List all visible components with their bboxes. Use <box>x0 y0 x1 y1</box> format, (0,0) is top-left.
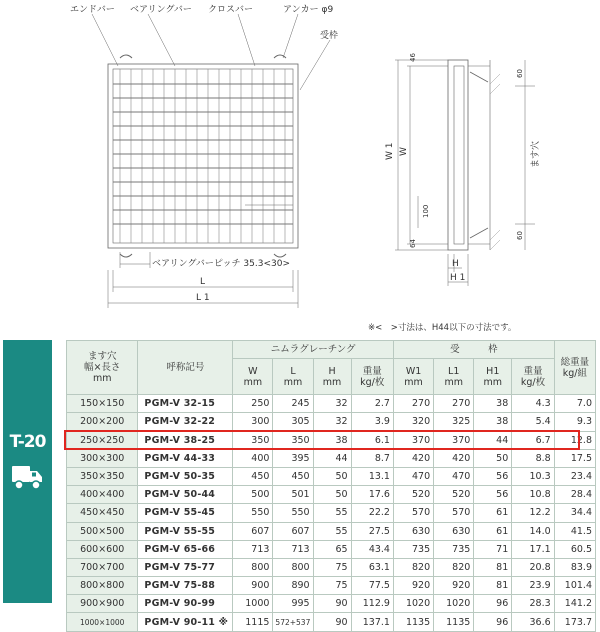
truck-icon <box>10 462 44 492</box>
cell-h1: 61 <box>474 522 512 540</box>
header-grating-group: ニムラグレーチング <box>233 341 394 359</box>
cell-w: 350 <box>233 431 273 449</box>
load-class-tab <box>3 340 52 603</box>
cell-w1: 630 <box>393 522 433 540</box>
cell-model: PGM-V 65-66 <box>138 540 233 558</box>
cell-size: 250×250 <box>67 431 138 449</box>
section-frame <box>448 60 468 250</box>
cell-l: 450 <box>273 467 313 485</box>
cell-w: 1115 <box>233 613 273 631</box>
table-row <box>67 595 596 613</box>
cell-model: PGM-V 44-33 <box>138 449 233 467</box>
cell-w: 400 <box>233 449 273 467</box>
cell-w1: 735 <box>393 540 433 558</box>
header-h: H mm <box>313 359 351 395</box>
header-l1: L1 mm <box>434 359 474 395</box>
cell-total: 7.0 <box>554 395 595 413</box>
cell-l1: 735 <box>434 540 474 558</box>
cell-l: 890 <box>273 577 313 595</box>
table-row <box>67 413 596 431</box>
dim-46-label: 46 <box>409 53 417 62</box>
dim-64-label: 64 <box>409 239 417 248</box>
cell-w: 500 <box>233 486 273 504</box>
cell-h: 50 <box>313 467 351 485</box>
h-label: H <box>452 259 459 269</box>
table-row <box>67 558 596 576</box>
cell-l1: 370 <box>434 431 474 449</box>
cell-h1: 38 <box>474 413 512 431</box>
cell-size: 600×600 <box>67 540 138 558</box>
cell-h: 55 <box>313 504 351 522</box>
cell-fwt: 10.3 <box>512 467 554 485</box>
cell-fwt: 23.9 <box>512 577 554 595</box>
cell-total: 23.4 <box>554 467 595 485</box>
cell-h1: 56 <box>474 486 512 504</box>
cell-l1: 325 <box>434 413 474 431</box>
header-weight: 重量 kg/枚 <box>351 359 393 395</box>
cell-l: 607 <box>273 522 313 540</box>
cell-h1: 96 <box>474 613 512 631</box>
cell-w1: 920 <box>393 577 433 595</box>
cell-l1: 630 <box>434 522 474 540</box>
cell-total: 17.5 <box>554 449 595 467</box>
cell-w1: 270 <box>393 395 433 413</box>
cell-l1: 920 <box>434 577 474 595</box>
cell-size: 450×450 <box>67 504 138 522</box>
cell-w1: 470 <box>393 467 433 485</box>
cell-fwt: 4.3 <box>512 395 554 413</box>
header-masu: ます穴 幅×長さ mm <box>67 341 138 395</box>
cell-h1: 71 <box>474 540 512 558</box>
cell-w: 550 <box>233 504 273 522</box>
table-row <box>67 504 596 522</box>
cell-size: 900×900 <box>67 595 138 613</box>
pitch-label: ベアリングバーピッチ 35.3<30> <box>152 259 290 269</box>
cell-size: 350×350 <box>67 467 138 485</box>
cell-l: 550 <box>273 504 313 522</box>
cell-model: PGM-V 50-35 <box>138 467 233 485</box>
header-l: L mm <box>273 359 313 395</box>
cell-wt: 2.7 <box>351 395 393 413</box>
cell-model: PGM-V 75-88 <box>138 577 233 595</box>
header-frame-group: 受 枠 <box>393 341 554 359</box>
cell-model: PGM-V 75-77 <box>138 558 233 576</box>
cell-total: 60.5 <box>554 540 595 558</box>
cell-w1: 370 <box>393 431 433 449</box>
cell-h1: 96 <box>474 595 512 613</box>
masuana-label: ます穴 <box>531 140 541 168</box>
cell-l: 245 <box>273 395 313 413</box>
cell-h: 75 <box>313 577 351 595</box>
cell-total: 141.2 <box>554 595 595 613</box>
cell-h: 32 <box>313 395 351 413</box>
table-row <box>67 449 596 467</box>
cell-total: 83.9 <box>554 558 595 576</box>
cell-l: 350 <box>273 431 313 449</box>
bearing-bar-label: ベアリングバー <box>130 5 192 15</box>
cell-size: 150×150 <box>67 395 138 413</box>
l-label: L <box>200 277 206 287</box>
cell-fwt: 17.1 <box>512 540 554 558</box>
cell-h: 55 <box>313 522 351 540</box>
cell-h1: 50 <box>474 449 512 467</box>
cell-wt: 63.1 <box>351 558 393 576</box>
cross-bar-label: クロスバー <box>208 5 254 15</box>
cell-w: 450 <box>233 467 273 485</box>
cell-l: 572+537 <box>273 613 313 631</box>
dim-60-top-label: 60 <box>516 69 524 78</box>
load-class-code: T-20 <box>9 432 46 452</box>
cell-h1: 81 <box>474 558 512 576</box>
table-row <box>67 395 596 413</box>
cell-model: PGM-V 32-22 <box>138 413 233 431</box>
cell-l1: 470 <box>434 467 474 485</box>
cell-l: 995 <box>273 595 313 613</box>
cell-h: 75 <box>313 558 351 576</box>
frame-label: 受枠 <box>320 31 339 41</box>
cell-wt: 22.2 <box>351 504 393 522</box>
cell-w: 300 <box>233 413 273 431</box>
cell-model: PGM-V 90-11 ※ <box>138 613 233 631</box>
cell-h: 44 <box>313 449 351 467</box>
cell-model: PGM-V 55-45 <box>138 504 233 522</box>
cell-fwt: 6.7 <box>512 431 554 449</box>
header-total: 総重量 kg/組 <box>554 341 595 395</box>
cell-h1: 56 <box>474 467 512 485</box>
cell-wt: 6.1 <box>351 431 393 449</box>
header-h1: H1 mm <box>474 359 512 395</box>
cell-total: 173.7 <box>554 613 595 631</box>
cell-wt: 3.9 <box>351 413 393 431</box>
cell-l1: 1135 <box>434 613 474 631</box>
cell-h1: 44 <box>474 431 512 449</box>
end-bar-label: エンドバー <box>70 5 115 15</box>
cell-wt: 112.9 <box>351 595 393 613</box>
cell-w1: 420 <box>393 449 433 467</box>
cell-l1: 420 <box>434 449 474 467</box>
cell-wt: 137.1 <box>351 613 393 631</box>
header-frame-weight: 重量 kg/枚 <box>512 359 554 395</box>
cell-h: 65 <box>313 540 351 558</box>
cell-wt: 77.5 <box>351 577 393 595</box>
header-model: 呼称記号 <box>138 341 233 395</box>
spec-table <box>66 340 596 632</box>
grating-frame-outer <box>108 64 298 248</box>
cell-w1: 520 <box>393 486 433 504</box>
cell-wt: 13.1 <box>351 467 393 485</box>
cell-l1: 820 <box>434 558 474 576</box>
cell-l: 395 <box>273 449 313 467</box>
cell-size: 200×200 <box>67 413 138 431</box>
table-row <box>67 613 596 631</box>
anchor-label: アンカー φ9 <box>283 5 334 15</box>
table-row <box>67 486 596 504</box>
cell-h: 90 <box>313 595 351 613</box>
cell-size: 1000×1000 <box>67 613 138 631</box>
cell-h1: 61 <box>474 504 512 522</box>
cell-l1: 1020 <box>434 595 474 613</box>
cell-model: PGM-V 50-44 <box>138 486 233 504</box>
cell-fwt: 36.6 <box>512 613 554 631</box>
cell-model: PGM-V 38-25 <box>138 431 233 449</box>
cell-fwt: 10.8 <box>512 486 554 504</box>
table-row <box>67 540 596 558</box>
cell-model: PGM-V 32-15 <box>138 395 233 413</box>
anchor-tab <box>120 55 286 257</box>
bearing-bars <box>120 69 285 243</box>
cell-size: 700×700 <box>67 558 138 576</box>
cross-bars <box>113 84 293 224</box>
cell-wt: 43.4 <box>351 540 393 558</box>
cell-l1: 570 <box>434 504 474 522</box>
cell-w1: 570 <box>393 504 433 522</box>
cell-fwt: 28.3 <box>512 595 554 613</box>
dim-100-label: 100 <box>422 204 430 218</box>
cell-total: 9.3 <box>554 413 595 431</box>
cell-h: 38 <box>313 431 351 449</box>
table-row <box>67 467 596 485</box>
cell-h: 50 <box>313 486 351 504</box>
table-row <box>67 431 596 449</box>
cell-fwt: 5.4 <box>512 413 554 431</box>
dimension-note: ※< >寸法は、H44以下の寸法です。 <box>368 323 517 333</box>
grating-frame-inner <box>113 69 293 243</box>
dim-60-bottom-label: 60 <box>516 231 524 240</box>
cell-fwt: 20.8 <box>512 558 554 576</box>
cell-total: 28.4 <box>554 486 595 504</box>
cell-w: 800 <box>233 558 273 576</box>
cell-size: 300×300 <box>67 449 138 467</box>
cell-l: 713 <box>273 540 313 558</box>
cell-fwt: 8.8 <box>512 449 554 467</box>
header-w1: W1 mm <box>393 359 433 395</box>
cell-w1: 820 <box>393 558 433 576</box>
w1-label: W 1 <box>385 142 395 160</box>
cell-fwt: 14.0 <box>512 522 554 540</box>
cell-l: 305 <box>273 413 313 431</box>
cell-l: 501 <box>273 486 313 504</box>
cell-total: 101.4 <box>554 577 595 595</box>
cell-l1: 520 <box>434 486 474 504</box>
cell-model: PGM-V 90-99 <box>138 595 233 613</box>
header-w: W mm <box>233 359 273 395</box>
cell-l1: 270 <box>434 395 474 413</box>
cell-w1: 320 <box>393 413 433 431</box>
anchor-section <box>470 72 488 238</box>
cell-w: 713 <box>233 540 273 558</box>
table-row <box>67 522 596 540</box>
cell-wt: 27.5 <box>351 522 393 540</box>
cell-w1: 1020 <box>393 595 433 613</box>
cell-h: 90 <box>313 613 351 631</box>
cell-model: PGM-V 55-55 <box>138 522 233 540</box>
cell-h1: 81 <box>474 577 512 595</box>
cell-w: 900 <box>233 577 273 595</box>
cell-total: 12.8 <box>554 431 595 449</box>
l1-label: L 1 <box>196 293 210 303</box>
cell-wt: 8.7 <box>351 449 393 467</box>
table-row <box>67 577 596 595</box>
cell-w: 1000 <box>233 595 273 613</box>
cell-size: 500×500 <box>67 522 138 540</box>
cell-w1: 1135 <box>393 613 433 631</box>
cell-l: 800 <box>273 558 313 576</box>
cell-total: 34.4 <box>554 504 595 522</box>
h1-label: H 1 <box>450 273 466 283</box>
cell-w: 607 <box>233 522 273 540</box>
cell-h: 32 <box>313 413 351 431</box>
cell-wt: 17.6 <box>351 486 393 504</box>
w-label: W <box>399 147 409 156</box>
cell-size: 400×400 <box>67 486 138 504</box>
cell-fwt: 12.2 <box>512 504 554 522</box>
cell-h1: 38 <box>474 395 512 413</box>
cell-total: 41.5 <box>554 522 595 540</box>
cell-w: 250 <box>233 395 273 413</box>
cell-size: 800×800 <box>67 577 138 595</box>
